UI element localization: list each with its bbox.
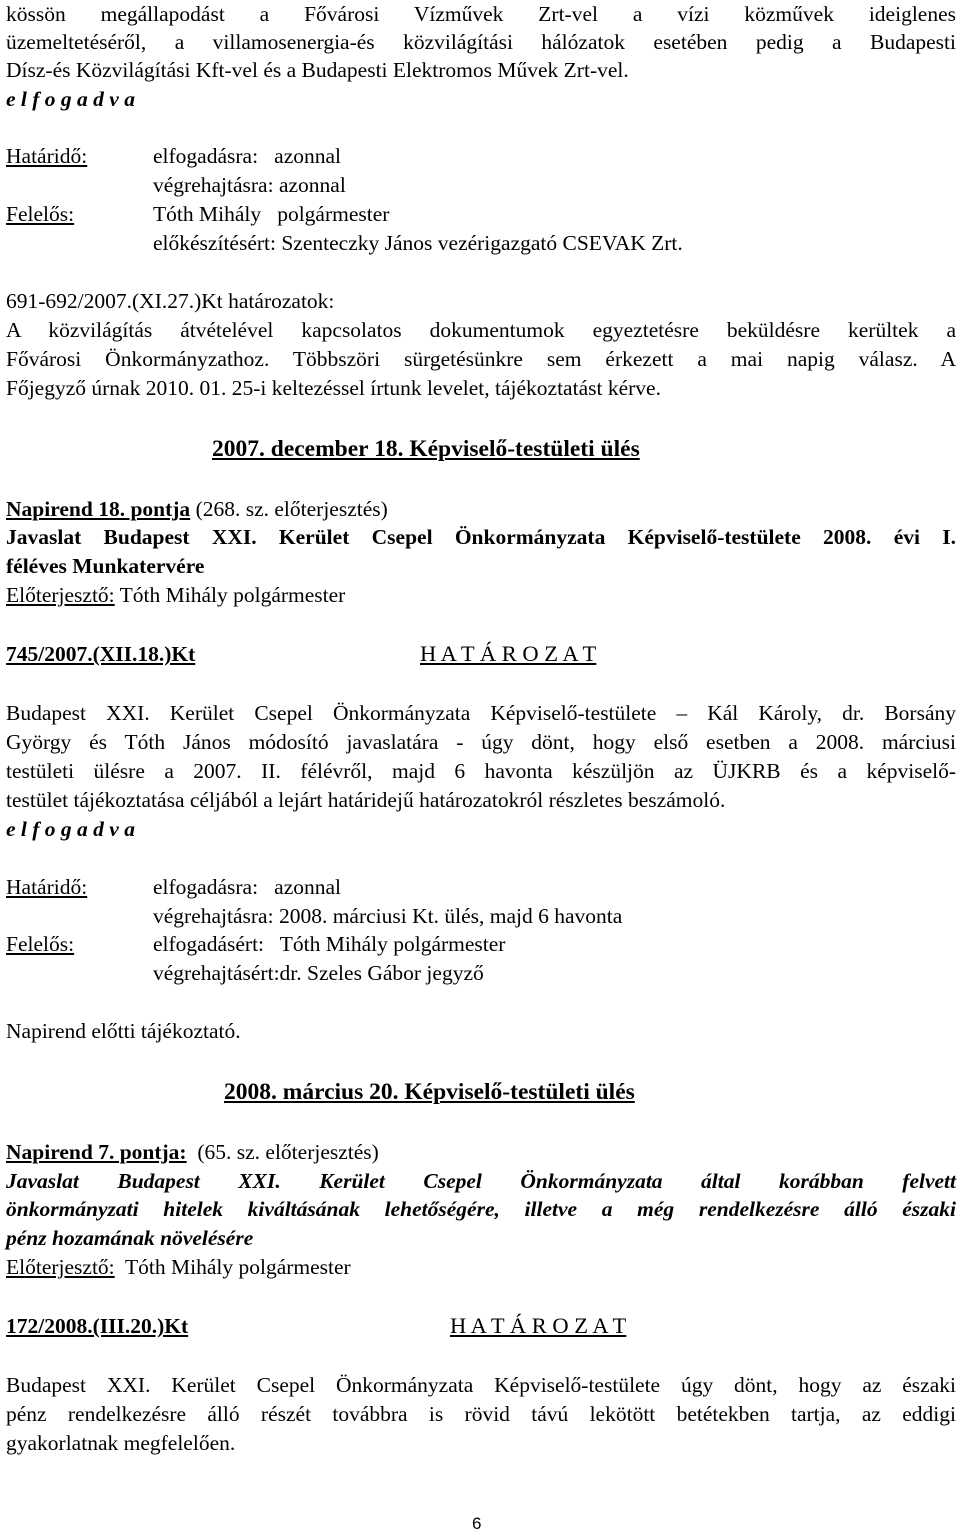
paragraph-line: György és Tóth János módosító javaslatára - úgy dönt, hogy első esetben a 2008. márciusi	[6, 730, 956, 754]
responsible-value: előkészítésért: Szenteczky János vezérigazgató CSEVAK Zrt.	[153, 231, 683, 255]
paragraph-line: Főjegyző úrnak 2010. 01. 25-i keltezéssel írtunk levelet, tájékoztatást kérve.	[6, 376, 661, 400]
paragraph-line: Budapest XXI. Kerület Csepel Önkormányzata Képviselő-testülete úgy dönt, hogy az északi	[6, 1373, 956, 1397]
submitter	[6, 581, 345, 609]
deadline-label: Határidő:	[6, 875, 88, 899]
proposal-title: Javaslat Budapest XXI. Kerület Csepel Önkormányzata Képviselő-testülete 2008. évi I.	[6, 525, 956, 549]
responsible-label: Felelős:	[6, 202, 75, 226]
deadline-label: Határidő:	[6, 144, 88, 168]
submitter-name: Tóth Mihály polgármester	[114, 583, 346, 607]
paragraph-line: Budapest XXI. Kerület Csepel Önkormányzata Képviselő-testülete – Kál Károly, dr. Borsány	[6, 701, 956, 725]
agenda-item-reference: (65. sz. előterjesztés)	[186, 1140, 379, 1164]
paragraph-line: testület tájékoztatása céljából a lejárt határidejű határozatokról részletes beszámoló.	[6, 788, 726, 812]
resolution-word: H A T Á R O Z A T	[450, 1313, 627, 1338]
resolution-word: H A T Á R O Z A T	[420, 641, 597, 666]
proposal-title: Javaslat Budapest XXI. Kerület Csepel Önkormányzata által korábban felvett	[6, 1169, 956, 1193]
proposal-title: önkormányzati hitelek kiváltásának lehetőségére, illetve a még rendelkezésre álló északi	[6, 1197, 956, 1221]
paragraph-line: gyakorlatnak megfelelően.	[6, 1431, 236, 1455]
accepted-label: e l f o g a d v a	[6, 817, 135, 841]
agenda-item-number: Napirend 18. pontja	[6, 497, 191, 521]
paragraph-line: pénz rendelkezésre álló részét továbbra is rövid távú lekötött betétekben tartja, az eddigi	[6, 1402, 956, 1426]
resolution-reference: 691-692/2007.(XI.27.)Kt határozatok:	[6, 289, 335, 313]
deadline-value: elfogadásra: azonnal	[153, 875, 342, 899]
paragraph-line: A közvilágítás átvételével kapcsolatos dokumentumok egyeztetésre beküldésre kerültek a	[6, 318, 956, 342]
meeting-heading: 2008. március 20. Képviselő-testületi ülés	[224, 1079, 635, 1105]
agenda-note: Napirend előtti tájékoztató.	[6, 1019, 241, 1043]
responsible-label: Felelős:	[6, 932, 75, 956]
submitter	[6, 1253, 351, 1281]
agenda-item	[6, 495, 388, 523]
resolution-number: 745/2007.(XII.18.)Kt	[6, 642, 196, 666]
accepted-label: e l f o g a d v a	[6, 87, 135, 111]
submitter-label: Előterjesztő:	[6, 583, 115, 607]
deadline-value: elfogadásra: azonnal	[153, 144, 342, 168]
paragraph-line: Dísz-és Közvilágítási Kft-vel és a Budapesti Elektromos Művek Zrt-vel.	[6, 58, 629, 82]
submitter-name: Tóth Mihály polgármester	[114, 1255, 351, 1279]
resolution-number: 172/2008.(III.20.)Kt	[6, 1314, 189, 1338]
paragraph-line: testületi ülésre a 2007. II. félévről, majd 6 havonta készüljön az ÜJKRB és a képviselő-	[6, 759, 956, 783]
responsible-value: Tóth Mihály polgármester	[153, 202, 390, 226]
responsible-value: elfogadásért: Tóth Mihály polgármester	[153, 932, 506, 956]
proposal-title: féléves Munkatervére	[6, 554, 205, 578]
agenda-item-number: Napirend 7. pontja:	[6, 1140, 187, 1164]
paragraph-line: kössön megállapodást a Fővárosi Vízművek Zrt-vel a vízi közművek ideiglenes	[6, 2, 956, 26]
deadline-value: végrehajtásra: 2008. márciusi Kt. ülés, majd 6 havonta	[153, 904, 623, 928]
deadline-value: végrehajtásra: azonnal	[153, 173, 346, 197]
page-number: 6	[472, 1514, 482, 1533]
meeting-heading: 2007. december 18. Képviselő-testületi ülés	[212, 436, 640, 462]
agenda-item	[6, 1138, 379, 1166]
paragraph-line: Fővárosi Önkormányzathoz. Többszöri sürgetésünkre sem érkezett a mai napig válasz. A	[6, 347, 956, 371]
agenda-item-reference: (268. sz. előterjesztés)	[190, 497, 388, 521]
paragraph-line: üzemeltetéséről, a villamosenergia-és közvilágítási hálózatok esetében pedig a Budapesti	[6, 30, 956, 54]
submitter-label: Előterjesztő:	[6, 1255, 115, 1279]
responsible-value: végrehajtásért:dr. Szeles Gábor jegyző	[153, 961, 484, 985]
proposal-title: pénz hozamának növelésére	[6, 1226, 254, 1250]
